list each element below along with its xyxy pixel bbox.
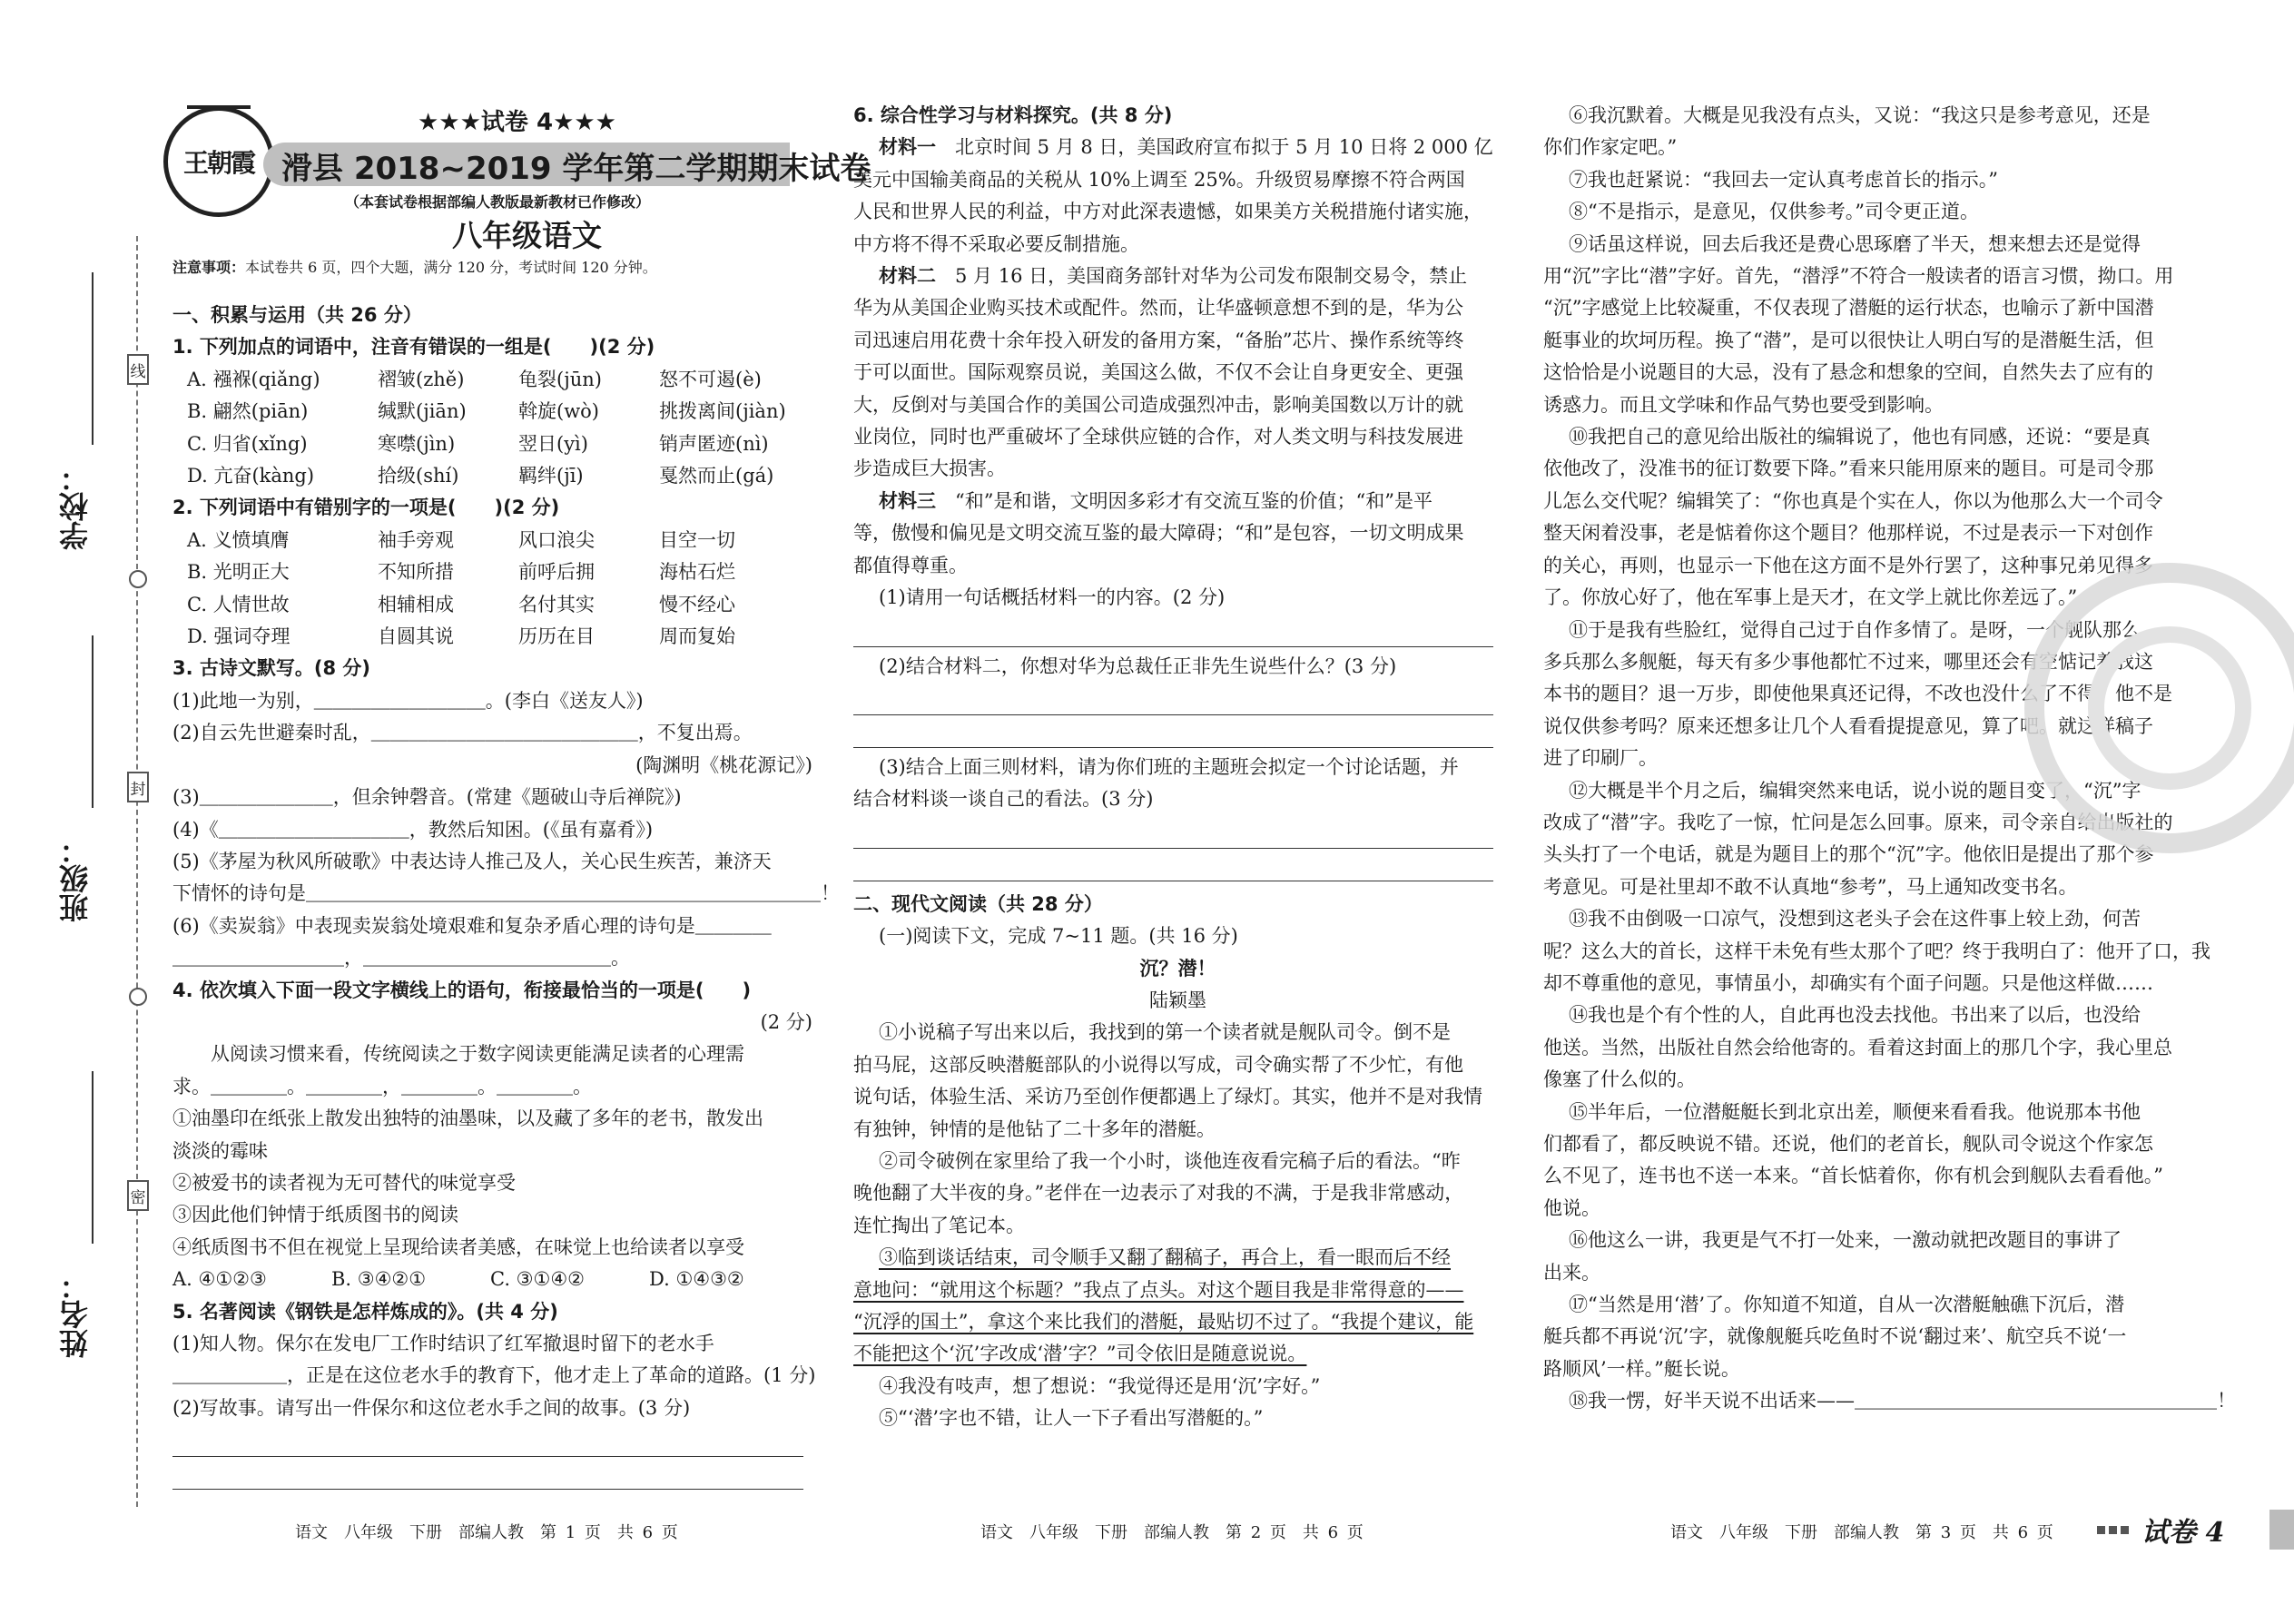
q3-item-1: (1)此地一为别，＿＿＿＿＿＿＿＿＿。(李白《送友人》) (172, 689, 644, 712)
name-label: 姓名： (58, 1271, 93, 1358)
paragraph-12: 头头打了一个电话，就是为题目上的那个“沉”字。他依旧是提出了那个参 (1543, 843, 2154, 866)
badge-square-icon (2121, 1526, 2129, 1534)
paragraph-9: ⑨话虽这样说，回去后我还是费心思琢磨了半天，想来想去还是觉得 (1569, 232, 2141, 255)
material-2-line: 步造成巨大损害。 (853, 458, 1006, 480)
watermark-seal-inner (2088, 626, 2251, 790)
paragraph-7: ⑦我也赶紧说：“我回去一定认真考虑首长的指示。” (1569, 168, 1998, 191)
name-blank (92, 1071, 94, 1244)
q2-option-d: D. 强词夺理 自圆其说 历历在目 周而复始 (187, 625, 735, 648)
q4-sentence-4: ④纸质图书不但在视觉上呈现给读者美感，在味觉上也给读者以享受 (172, 1235, 744, 1258)
paragraph-11: 本书的题目？退一万步，即使他果真还记得，不改也没什么了不得，他不是 (1543, 683, 2172, 705)
material-2-line: 5 月 16 日，美国商务部针对华为公司发布限制交易令，禁止 (955, 265, 1468, 288)
paragraph-14: ⑭我也是个有个性的人，自此再也没去找他。书出来了以后，也没给 (1569, 1004, 2141, 1027)
paragraph-3: “沉浮的国土”，拿这个来比我们的潜艇，最贴切不过了。“我提个建议，能 (853, 1311, 1474, 1333)
badge-square-icon (2109, 1526, 2117, 1534)
q3-item-4: (4)《＿＿＿＿＿＿＿＿＿＿，教然后知困。(《虽有嘉肴》) (172, 818, 654, 841)
q3-item-5: (5)《茅屋为秋风所破歌》中表达诗人推己及人，关心民生疾苦，兼济天 (172, 850, 772, 872)
q4-options: A. ④①②③ B. ③④②① C. ③①④② D. ①④③② (172, 1268, 744, 1291)
paragraph-12: 改成了“潜”字。我吃了一惊，忙问是怎么回事。原来，司令亲自给出版社的 (1543, 811, 2173, 833)
q5-item-2: (2)写故事。请写出一件保尔和这位老水手之间的故事。(3 分) (172, 1396, 691, 1419)
paragraph-11: 多兵那么多舰艇，每天有多少事他都忙不过来，哪里还会有空惦记着我这 (1543, 650, 2153, 673)
paragraph-9: 诱惑力。而且文学味和作品气势也要受到影响。 (1543, 393, 1944, 416)
material-2-line: 华为从美国企业购买技术或配件。然而，让华盛顿意想不到的是，华为公 (853, 297, 1463, 320)
q3-item-2: (2)自云先世避秦时乱，＿＿＿＿＿＿＿＿＿＿＿＿＿＿，不复出焉。 (172, 722, 753, 744)
question-3: 3. 古诗文默写。(8 分) (172, 657, 371, 680)
badge-label: 试卷 4 (2141, 1517, 2225, 1549)
material-1-label: 材料一 (879, 136, 936, 159)
q3-item-6: (6)《卖炭翁》中表现卖炭翁处境艰难和复杂矛盾心理的诗句是＿＿＿＿ (172, 914, 772, 937)
seal-line (136, 236, 138, 1507)
paragraph-11: 进了印刷厂。 (1543, 747, 1658, 770)
paragraph-9: 用“沉”字比“潜”字好。首先，“潜浮”不符合一般读者的语言习惯，拗口。用 (1543, 265, 2174, 288)
answer-line[interactable] (172, 1424, 803, 1457)
sub-section-1-heading: (一)阅读下文，完成 7~11 题。(共 16 分) (879, 925, 1238, 948)
logo-text: 王朝霞 (182, 148, 254, 178)
q4-passage-2: 求。＿＿＿＿。＿＿＿＿，＿＿＿＿。＿＿＿＿。 (172, 1075, 592, 1097)
exam-subtitle: （本套试卷根据部编人教版最新教材已作修改） (345, 193, 651, 211)
material-3-label: 材料三 (879, 489, 936, 512)
q6-item-2: (2)结合材料二，你想对华为总裁任正非先生说些什么？(3 分) (879, 655, 1397, 677)
q3-item-2-source: (陶渊明《桃花源记》) (635, 753, 812, 776)
paragraph-5: ⑤“‘潜’字也不错，让人一下子看出写潜艇的。” (879, 1407, 1264, 1430)
paragraph-1: ①小说稿子写出来以后，我找到的第一个读者就是舰队司令。倒不是 (879, 1021, 1451, 1044)
material-1-line: 中方将不得不采取必要反制措施。 (853, 232, 1139, 255)
paragraph-6: 你们作家定吧。” (1543, 136, 1678, 159)
q3-item-6-cont: ＿＿＿＿＿＿＿＿＿，＿＿＿＿＿＿＿＿＿＿＿＿＿。 (172, 947, 630, 969)
material-2-line: 于可以面世。国际观察员说，美国这么做，不仅不会让自身更安全、更强 (853, 361, 1463, 384)
answer-line[interactable] (172, 1457, 803, 1490)
page-footer-3: 语文 八年级 下册 部编人教 第 3 页 共 6 页 (1670, 1523, 2053, 1542)
answer-line[interactable] (853, 683, 1493, 715)
exam-title: 滑县 2018~2019 学年第二学期期末试卷 (281, 151, 871, 187)
question-6: 6. 综合性学习与材料探究。(共 8 分) (853, 104, 1173, 126)
page-footer-2: 语文 八年级 下册 部编人教 第 2 页 共 6 页 (980, 1523, 1364, 1542)
material-1-line: 人民和世界人民的利益，中方对此深表遗憾，如果美方关税措施付诸实施， (853, 201, 1482, 223)
paragraph-10: 了。你放心好了，他在军事上是天才，在文学上就比你差远了。” (1543, 586, 2078, 609)
section-2-heading: 二、现代文阅读（共 28 分） (853, 892, 1103, 915)
paragraph-12: 考意见。可是社里却不敢不认真地“参考”，马上通知改变书名。 (1543, 875, 2078, 898)
page-column-1 (172, 300, 840, 1490)
binding-margin (0, 0, 168, 1624)
q5-item-1: (1)知人物。保尔在发电厂工作时结识了红军撤退时留下的老水手 (172, 1333, 714, 1354)
paragraph-15: 们都看了，都反映说不错。还说，他们的老首长，舰队司令说这个作家怎 (1543, 1133, 2153, 1155)
q4-score: (2 分) (760, 1010, 812, 1033)
exam-badge (2097, 1510, 2224, 1550)
q3-item-5-cont: 下情怀的诗句是＿＿＿＿＿＿＿＿＿＿＿＿＿＿＿＿＿＿＿＿＿＿＿＿＿＿＿！ (172, 882, 840, 905)
q5-item-1-cont: ＿＿＿＿＿＿，正是在这位老水手的教育下，他才走上了革命的道路。(1 分) (172, 1364, 816, 1387)
section-1-heading: 一、积累与运用（共 26 分） (172, 304, 422, 326)
paragraph-16: ⑯他这么一讲，我更是气不打一处来，一激动就把改题目的事讲了 (1569, 1229, 2122, 1252)
paragraph-9: 艇事业的坎坷历程。换了“潜”，是可以很快让人明白写的是潜艇生活，但 (1543, 329, 2154, 351)
material-2-line: 业岗位，同时也严重破坏了全球供应链的合作，对人类文明与科技发展进 (853, 426, 1463, 448)
page-column-2 (853, 100, 1502, 1435)
paragraph-2: ②司令破例在家里给了我一个小时，谈他连夜看完稿子后的看法。“昨 (879, 1149, 1461, 1172)
material-1-line: 美元中国输美商品的关税从 10%上调至 25%。升级贸易摩擦不符合两国 (853, 168, 1465, 191)
q6-item-3-cont: 结合材料谈一谈自己的看法。(3 分) (853, 788, 1154, 811)
paragraph-6: ⑥我沉默着。大概是见我没有点头，又说：“我这只是参考意见，还是 (1569, 104, 2151, 126)
class-blank (92, 635, 94, 808)
brand-logo (163, 106, 274, 217)
answer-line[interactable] (853, 715, 1493, 748)
paragraph-10: 的关心，再则，也显示一下他在这方面不是外行罢了，这种事兄弟见得多 (1543, 554, 2153, 576)
paragraph-18: ⑱我一愣，好半天说不出话来——＿＿＿＿＿＿＿＿＿＿＿＿＿＿＿＿＿＿＿！ (1569, 1390, 2236, 1412)
paragraph-9: “沉”字感觉上比较凝重，不仅表现了潜艇的运行状态，也喻示了新中国潜 (1543, 297, 2154, 320)
q1-option-b: B. 翩然(piān) 缄默(jiān) 斡旋(wò) 挑拨离间(jiàn) (187, 400, 786, 423)
question-4: 4. 依次填入下面一段文字横线上的语句，衔接最恰当的一项是( ) (172, 979, 752, 1001)
paragraph-2: 晚他翻了大半夜的身。”老伴在一边表示了对我的不满，于是我非常感动， (853, 1182, 1464, 1205)
paragraph-14: 他送。当然，出版社自然会给他寄的。看着这封面上的那几个字，我心里总 (1543, 1036, 2172, 1058)
q4-sentence-3: ③因此他们钟情于纸质图书的阅读 (172, 1204, 458, 1226)
answer-line[interactable] (853, 615, 1493, 647)
paragraph-10: 儿怎么交代呢？编辑笑了：“你也真是个实在人，你以为他那么大一个司令 (1543, 489, 2163, 512)
q1-option-a: A. 襁褓(qiǎng) 褶皱(zhě) 龟裂(jūn) 怒不可遏(è) (187, 368, 762, 390)
story-author: 陆颖墨 (1149, 989, 1206, 1011)
paragraph-13: 呢？这么大的首长，这样干未免有些太那个了吧？终于我明白了：他开了口，我 (1543, 940, 2210, 962)
q4-sentence-2: ②被爱书的读者视为无可替代的味觉享受 (172, 1171, 516, 1194)
paragraph-11: 说仅供参考吗？原来还想多让几个人看看提提意见，算了吧。就这样稿子 (1543, 714, 2153, 737)
school-blank (92, 272, 94, 445)
badge-square-icon (2097, 1526, 2105, 1534)
paragraph-11: ⑪于是我有些脸红，觉得自己过于自作多情了。是呀，一个舰队那么 (1569, 618, 2141, 641)
paragraph-2: 连忙掏出了笔记本。 (853, 1214, 1025, 1236)
paragraph-1: 说句话，体验生活、采访乃至创作便都遇上了绿灯。其实，他并不是对我情 (853, 1086, 1482, 1108)
paragraph-10: ⑩我把自己的意见给出版社的编辑说了，他也有同感，还说：“要是真 (1569, 426, 2151, 448)
q2-option-b: B. 光明正大 不知所措 前呼后拥 海枯石烂 (187, 561, 735, 584)
badge-bar (2269, 1510, 2294, 1550)
binding-hole-icon (129, 570, 147, 588)
q2-option-c: C. 人情世故 相辅相成 名付其实 慢不经心 (187, 593, 735, 615)
q2-option-a: A. 义愤填膺 袖手旁观 风口浪尖 目空一切 (187, 528, 735, 551)
class-label: 班级： (58, 835, 93, 922)
notice (172, 256, 657, 277)
exam-header (163, 102, 871, 265)
paragraph-14: 像塞了什么似的。 (1543, 1068, 1696, 1091)
paragraph-3: 意地问：“就用这个标题？”我点了点头。对这个题目我是非常得意的—— (853, 1278, 1464, 1301)
paragraph-15: 他说。 (1543, 1196, 1600, 1219)
q6-item-3: (3)结合上面三则材料，请为你们班的主题班会拟定一个讨论话题，并 (879, 755, 1459, 778)
material-3-line: 都值得尊重。 (853, 554, 968, 576)
question-2: 2. 下列词语中有错别字的一项是( )(2 分) (172, 497, 560, 519)
material-2-line: 司迅速启用花费十余年投入研发的备用方案，“备胎”芯片、操作系统等终 (853, 329, 1464, 351)
paragraph-17: 艇兵都不再说‘沉’字，就像舰艇兵吃鱼时不说‘翻过来’、航空兵不说‘一 (1543, 1325, 2127, 1348)
margin-tag-xian: 线 (127, 354, 149, 385)
paragraph-15: ⑮半年后，一位潜艇艇长到北京出差，顺便来看看我。他说那本书他 (1569, 1100, 2141, 1123)
paragraph-17: ⑰“当然是用‘潜’了。你知道不知道，自从一次潜艇触礁下沉后，潜 (1569, 1294, 2125, 1316)
notice-label: 注意事项： (172, 259, 246, 276)
paragraph-8: ⑧“不是指示，是意见，仅供参考。”司令更正道。 (1569, 201, 1979, 223)
question-5: 5. 名著阅读《钢铁是怎样炼成的》。(共 4 分) (172, 1300, 558, 1323)
question-1: 1. 下列加点的词语中，注音有错误的一组是( )(2 分) (172, 336, 655, 359)
paragraph-1: 有独钟，钟情的是他钻了二十多年的潜艇。 (853, 1117, 1216, 1140)
paragraph-3: ③临到谈话结束，司令顺手又翻了翻稿子，再合上，看一眼而后不经 (879, 1246, 1451, 1269)
paragraph-13: ⑬我不由倒吸一口凉气，没想到这老头子会在这件事上较上劲，何苦 (1569, 908, 2141, 930)
material-3-line: 等，傲慢和偏见是文明交流互鉴的最大障碍；“和”是包容，一切文明成果 (853, 522, 1464, 545)
q4-sentence-1: ①油墨印在纸张上散发出独特的油墨味，以及藏了多年的老书，散发出 (172, 1107, 763, 1130)
q6-item-1: (1)请用一句话概括材料一的内容。(2 分) (879, 586, 1226, 609)
answer-line[interactable] (853, 816, 1493, 849)
material-2-label: 材料二 (879, 265, 936, 288)
paragraph-17: 路顺风’一样。”艇长说。 (1543, 1357, 1740, 1380)
paragraph-15: 么不见了，连书也不送一本来。“首长惦着你，你有机会到舰队去看看他。” (1543, 1165, 2163, 1187)
page-footer-1: 语文 八年级 下册 部编人教 第 1 页 共 6 页 (295, 1523, 678, 1542)
material-2-line: 大，反倒对与美国合作的美国公司造成强烈冲击，影响美国数以万计的就 (853, 393, 1463, 416)
series-label: ★★★试卷 4★★★ (418, 109, 616, 136)
material-3-line: “和”是和谐，文明因多彩才有交流互鉴的价值；“和”是平 (955, 489, 1433, 512)
story-title: 沉？潜！ (1139, 957, 1216, 979)
paragraph-13: 却不尊重他的意见，事情虽小，却确实有个面子问题。只是他这样做…… (1543, 971, 2153, 994)
q1-option-d: D. 亢奋(kàng) 拾级(shí) 羁绊(jī) 戛然而止(gá) (187, 465, 774, 487)
margin-tag-feng: 封 (127, 772, 149, 802)
margin-tag-mi: 密 (127, 1180, 149, 1211)
notice-text: 本试卷共 6 页，四个大题，满分 120 分，考试时间 120 分钟。 (245, 259, 657, 276)
school-label: 学校： (58, 463, 93, 550)
subject-title: 八年级语文 (452, 218, 602, 253)
q4-passage-1: 从阅读习惯来看，传统阅读之于数字阅读更能满足读者的心理需 (211, 1043, 744, 1066)
answer-line[interactable] (853, 849, 1493, 881)
binding-hole-icon (129, 988, 147, 1006)
paragraph-9: 这恰恰是小说题目的大忌，没有了悬念和想象的空间，自然失去了应有的 (1543, 361, 2153, 384)
paragraph-4: ④我没有吱声，想了想说：“我觉得还是用‘沉’字好。” (879, 1374, 1321, 1397)
paragraph-3: 不能把这个‘沉’字改成‘潜’字？”司令依旧是随意说说。 (853, 1343, 1307, 1365)
material-1-line: 北京时间 5 月 8 日，美国政府宣布拟于 5 月 10 日将 2 000 亿 (955, 136, 1493, 159)
paragraph-16: 出来。 (1543, 1261, 1600, 1284)
paragraph-1: 拍马屁，这部反映潜艇部队的小说得以写成，司令确实帮了不少忙，有他 (853, 1053, 1463, 1076)
paragraph-10: 整天闲着没事，老是惦着你这个题目？他那样说，不过是表示一下对创作 (1543, 522, 2153, 545)
q3-item-3: (3)＿＿＿＿＿＿＿，但余钟磬音。(常建《题破山寺后禅院》) (172, 786, 682, 809)
q4-sentence-1-cont: 淡淡的霉味 (172, 1139, 268, 1162)
paragraph-10: 依他改了，没准书的征订数要下降。”看来只能用原来的题目。可是司令那 (1543, 458, 2154, 480)
q1-option-c: C. 归省(xǐng) 寒噤(jìn) 翌日(yì) 销声匿迹(nì) (187, 432, 769, 455)
paragraph-12: ⑫大概是半个月之后，编辑突然来电话，说小说的题目变了，“沉”字 (1569, 779, 2141, 802)
